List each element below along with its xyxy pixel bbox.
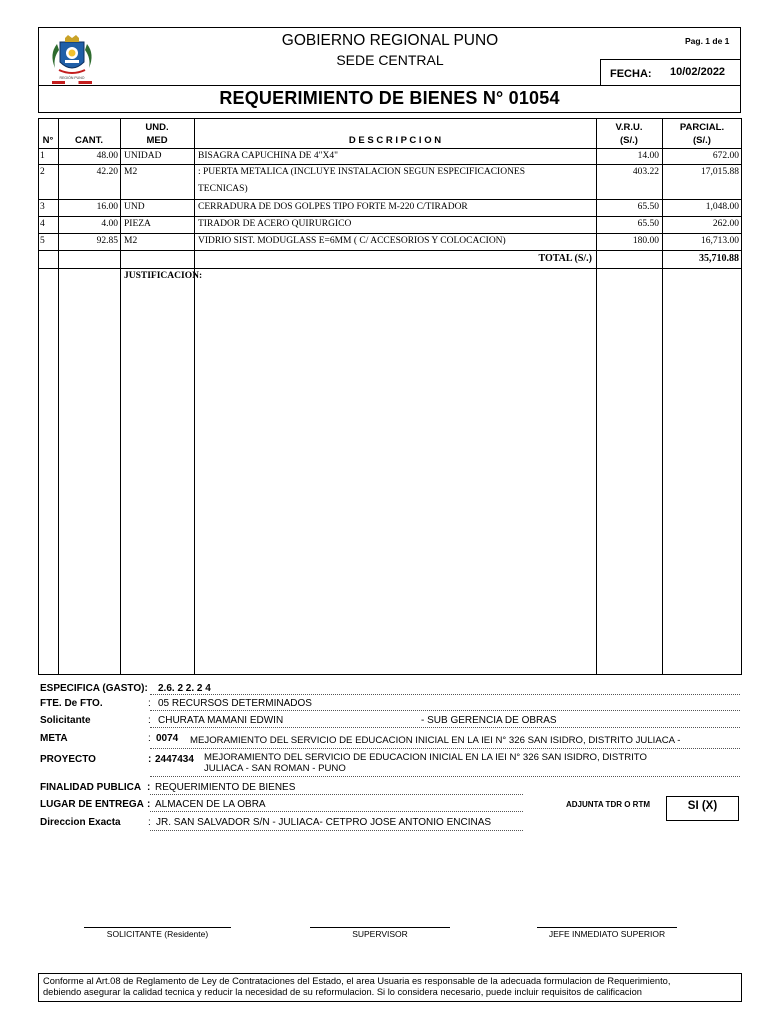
row-number: 4 xyxy=(40,219,45,229)
field-underline xyxy=(150,710,740,711)
row-number: 5 xyxy=(40,236,45,246)
row-partial: 16,713.00 xyxy=(701,236,739,246)
finalidad-label: FINALIDAD PUBLICA xyxy=(40,782,142,793)
field-underline xyxy=(150,776,740,777)
row-quantity: 16.00 xyxy=(96,202,118,212)
row-divider xyxy=(38,233,742,234)
row-quantity: 42.20 xyxy=(96,167,118,177)
row-divider xyxy=(38,250,742,251)
fte-label: FTE. De FTO. xyxy=(40,698,103,709)
row-partial: 262.00 xyxy=(712,219,739,229)
row-unit-price: 65.50 xyxy=(637,202,659,212)
legal-note-line2: debiendo asegurar la calidad tecnica y reducir la necesidad de su reformulacion. Si lo considera necesario, puede incluir requisitos de calificacion xyxy=(43,987,642,997)
header-vru-line1: V.R.U. xyxy=(615,122,643,133)
colon: : xyxy=(148,754,152,765)
justification-label: JUSTIFICACION: xyxy=(124,271,203,281)
direccion-value: JR. SAN SALVADOR S/N - JULIACA- CETPRO JOSE ANTONIO ENCINAS xyxy=(156,817,492,828)
especifica-value: 2.6. 2 2. 2 4 xyxy=(158,683,211,694)
header-parcial-line2: (S/.) xyxy=(693,135,711,146)
meta-description: MEJORAMIENTO DEL SERVICIO DE EDUCACION INICIAL EN LA IEI N° 326 SAN ISIDRO, DISTRITO JULIACA - xyxy=(190,735,681,746)
colon: : xyxy=(148,698,151,709)
header-vru-line2: (S/.) xyxy=(620,135,638,146)
signature-line-supervisor xyxy=(310,927,450,928)
organization-name: GOBIERNO REGIONAL PUNO xyxy=(281,32,499,49)
colon: : xyxy=(147,782,151,793)
colon: : xyxy=(148,715,151,726)
field-underline xyxy=(150,727,740,728)
field-underline xyxy=(150,694,740,695)
row-unit: UND xyxy=(124,202,145,212)
signature-label-jefe: JEFE INMEDIATO SUPERIOR xyxy=(548,929,666,939)
signature-line-jefe xyxy=(537,927,677,928)
row-quantity: 4.00 xyxy=(101,219,118,229)
row-unit-price: 180.00 xyxy=(632,236,659,246)
row-unit-price: 14.00 xyxy=(637,151,659,161)
header-und-line1: UND. xyxy=(145,122,169,133)
row-divider xyxy=(38,164,742,165)
row-description: TIRADOR DE ACERO QUIRURGICO xyxy=(198,219,352,229)
column-divider xyxy=(120,118,121,675)
direccion-label: Direccion Exacta xyxy=(40,817,121,828)
colon: : xyxy=(148,817,151,828)
legal-note-line1: Conforme al Art.08 de Reglamento de Ley de Contrataciones del Estado, el area Usuaria es responsable de la adecuada formulacion de Requerimiento, xyxy=(43,976,671,986)
row-divider xyxy=(38,268,742,269)
row-partial: 672.00 xyxy=(712,151,739,161)
row-unit: PIEZA xyxy=(124,219,151,229)
row-unit: M2 xyxy=(124,236,138,246)
logo-caption: REGIÓN PUNO xyxy=(59,76,85,80)
especifica-label: ESPECIFICA (GASTO): xyxy=(40,683,148,694)
row-divider xyxy=(38,216,742,217)
solicitante-area: - SUB GERENCIA DE OBRAS xyxy=(421,715,557,726)
header-und-line2: MED xyxy=(146,135,168,146)
flag-stripes xyxy=(52,81,92,84)
adjunta-value: SI (X) xyxy=(687,800,718,812)
fte-value: 05 RECURSOS DETERMINADOS xyxy=(158,698,312,709)
colon: : xyxy=(148,733,151,744)
total-value: 35,710.88 xyxy=(699,253,739,264)
column-divider xyxy=(194,118,195,675)
proyecto-description: MEJORAMIENTO DEL SERVICIO DE EDUCACION INICIAL EN LA IEI N° 326 SAN ISIDRO, DISTRITO xyxy=(204,752,647,763)
row-description: VIDRIO SIST. MODUGLASS E=6MM ( C/ ACCESORIOS Y COLOCACION) xyxy=(198,236,506,246)
proyecto-description-continued: JULIACA - SAN ROMAN - PUNO xyxy=(204,763,346,774)
row-number: 2 xyxy=(40,167,45,177)
row-quantity: 48.00 xyxy=(96,151,118,161)
field-underline xyxy=(150,811,523,812)
regional-coat-of-arms-icon xyxy=(47,32,97,82)
row-description: BISAGRA CAPUCHINA DE 4"X4" xyxy=(198,151,338,161)
solicitante-value: CHURATA MAMANI EDWIN xyxy=(158,715,284,726)
proyecto-code: 2447434 xyxy=(155,754,194,765)
row-number: 3 xyxy=(40,202,45,212)
row-partial: 1,048.00 xyxy=(705,202,739,212)
lugar-label: LUGAR DE ENTREGA xyxy=(40,799,144,810)
signature-line-solicitante xyxy=(84,927,231,928)
row-partial: 17,015.88 xyxy=(701,167,739,177)
finalidad-value: REQUERIMIENTO DE BIENES xyxy=(155,782,296,793)
lugar-value: ALMACEN DE LA OBRA xyxy=(155,799,266,810)
meta-label: META xyxy=(40,733,68,744)
column-divider xyxy=(58,118,59,675)
row-number: 1 xyxy=(40,151,45,161)
row-unit: M2 xyxy=(124,167,138,177)
column-divider xyxy=(596,118,597,675)
field-underline xyxy=(150,830,523,831)
row-divider xyxy=(38,199,742,200)
header-n: N° xyxy=(42,135,54,146)
row-description: : PUERTA METALICA (INCLUYE INSTALACION SEGUN ESPECIFICACIONES xyxy=(198,167,526,177)
document-title: REQUERIMIENTO DE BIENES N° 01054 xyxy=(219,88,560,108)
date-value: 10/02/2022 xyxy=(670,66,726,78)
organization-subtitle: SEDE CENTRAL xyxy=(336,52,444,68)
column-divider xyxy=(662,118,663,675)
row-unit-price: 403.22 xyxy=(632,167,659,177)
header-cant: CANT. xyxy=(75,135,103,146)
adjunta-label: ADJUNTA TDR O RTM xyxy=(566,800,650,809)
row-unit-price: 65.50 xyxy=(637,219,659,229)
row-description-continued: TECNICAS) xyxy=(198,184,248,194)
row-unit: UNIDAD xyxy=(124,151,162,161)
proyecto-label: PROYECTO xyxy=(40,754,96,765)
colon: : xyxy=(147,799,151,810)
meta-code: 0074 xyxy=(156,733,179,744)
page-number: Pag. 1 de 1 xyxy=(685,36,730,46)
field-underline xyxy=(150,748,740,749)
solicitante-label: Solicitante xyxy=(40,715,91,726)
row-divider xyxy=(38,148,742,149)
signature-label-supervisor: SUPERVISOR xyxy=(352,929,408,939)
row-quantity: 92.85 xyxy=(96,236,118,246)
header-description: D E S C R I P C I O N xyxy=(348,135,442,146)
total-label: TOTAL (S/.) xyxy=(538,253,592,264)
field-underline xyxy=(150,794,523,795)
signature-label-solicitante: SOLICITANTE (Residente) xyxy=(106,929,209,939)
header-parcial-line1: PARCIAL. xyxy=(679,122,725,133)
row-description: CERRADURA DE DOS GOLPES TIPO FORTE M-220 C/TIRADOR xyxy=(198,202,468,212)
date-label: FECHA: xyxy=(610,68,652,80)
